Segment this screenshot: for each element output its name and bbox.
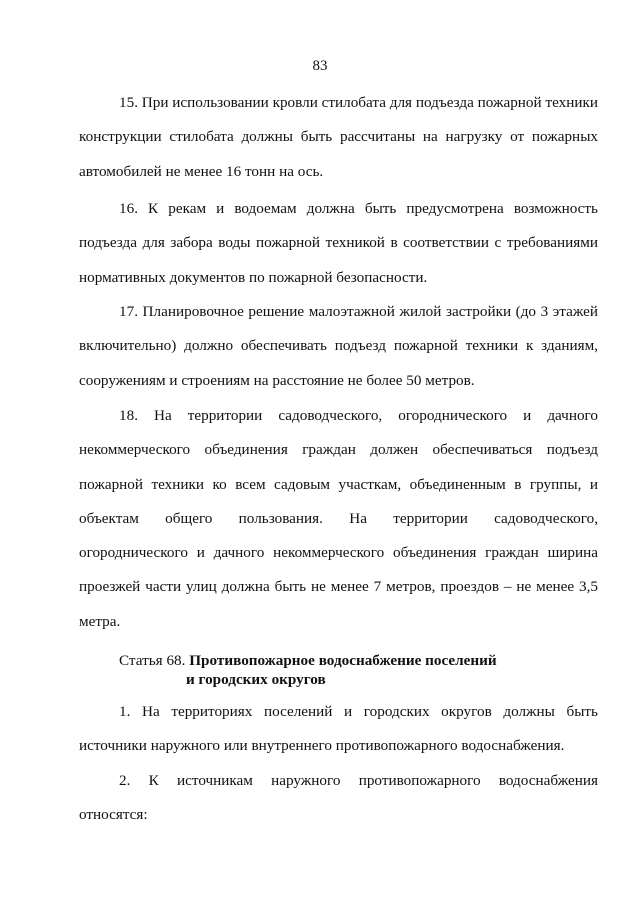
paragraph-18: 18. На территории садоводческого, огороднического и дачного некоммерческого объединения граждан должен обеспечиваться подъезд пожарной техники ко всем садовым участкам, объединенным в группы, и объектам общего пользования. На территории садоводческого, огороднического и дачного некоммерческого объединения граждан ширина проезжей части улиц должна быть не менее 7 метров, проездов – не менее 3,5 метра.: [79, 407, 598, 630]
article-title-line2: и городских округов: [186, 671, 326, 688]
article-68-heading: [119, 651, 599, 689]
article-title-line1: Противопожарное водоснабжение поселений: [189, 652, 497, 669]
article-prefix: Статья 68.: [119, 652, 190, 669]
article-paragraph-1: 1. На территориях поселений и городских округов должны быть источники наружного или внутреннего противопожарного водоснабжения.: [79, 703, 598, 755]
paragraph-15: 15. При использовании кровли стилобата для подъезда пожарной техники конструкции стилобата должны быть рассчитаны на нагрузку от пожарных автомобилей не менее 16 тонн на ось.: [79, 94, 598, 180]
paragraph-16: 16. К рекам и водоемам должна быть предусмотрена возможность подъезда для забора воды пожарной техникой в соответствии с требованиями нормативных документов по пожарной безопасности.: [79, 200, 598, 286]
article-paragraph-2: 2. К источникам наружного противопожарного водоснабжения относятся:: [79, 772, 598, 824]
paragraph-17: 17. Планировочное решение малоэтажной жилой застройки (до 3 этажей включительно) должно обеспечивать подъезд пожарной техники к зданиям, сооружениям и строениям на расстояние не более 50 метров.: [79, 303, 598, 389]
page-number: 83: [312, 58, 328, 74]
